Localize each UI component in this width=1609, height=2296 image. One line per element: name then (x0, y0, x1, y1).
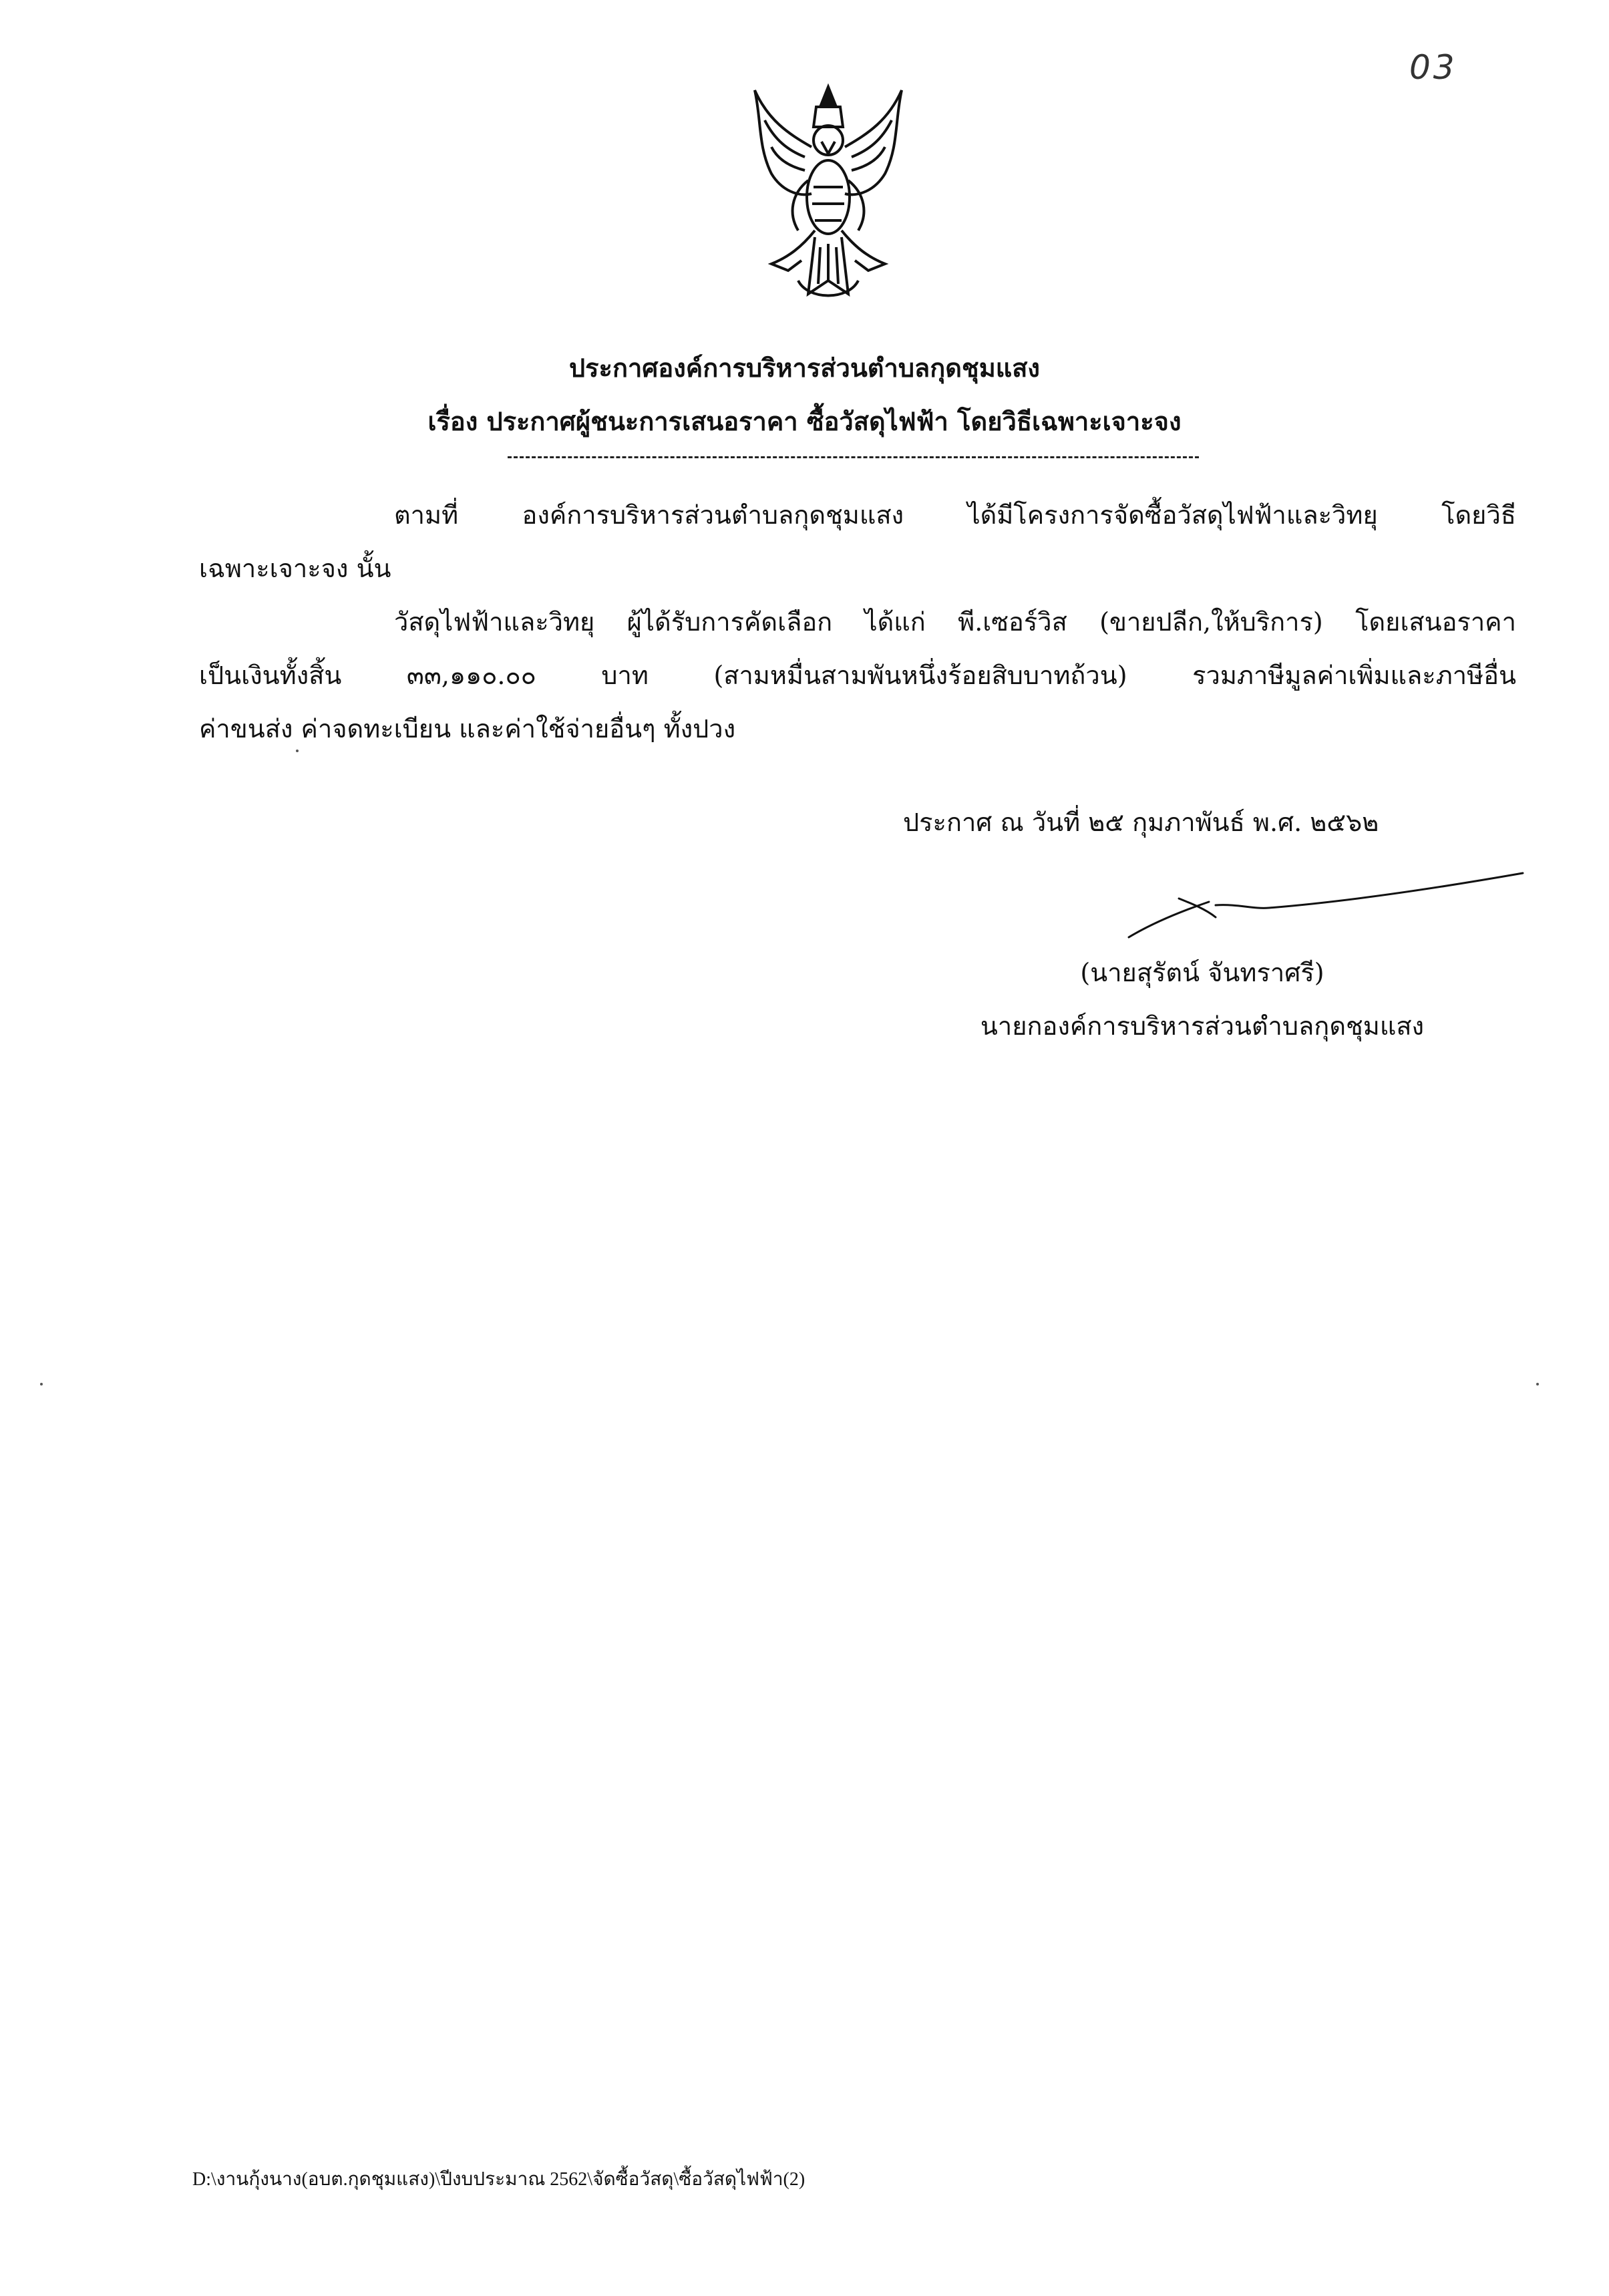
scan-speck (40, 1383, 43, 1385)
announcement-date: ประกาศ ณ วันที่ ๒๕ กุมภาพันธ์ พ.ศ. ๒๕๖๒ (903, 808, 1379, 837)
scan-speck (296, 750, 299, 752)
page-number: 03 (1409, 48, 1457, 87)
text-word: ตามที่ (394, 500, 459, 530)
text-word: ผู้ได้รับการคัดเลือก (627, 607, 833, 637)
text-word: พี.เซอร์วิส (958, 607, 1067, 637)
amount-in-words: (สามหมื่นสามพันหนึ่งร้อยสิบบาทถ้วน) (713, 661, 1127, 690)
paragraph-2-line-3: ค่าขนส่ง ค่าจดทะเบียน และค่าใช้จ่ายอื่นๆ ทั้งปวง (199, 714, 736, 744)
separator-line (508, 456, 1199, 458)
garuda-emblem (741, 80, 915, 321)
text-word: รวมภาษีมูลค่าเพิ่มและภาษีอื่น (1192, 661, 1516, 690)
paragraph-2-line-1 (394, 601, 1516, 642)
subject-line: เรื่อง ประกาศผู้ชนะการเสนอราคา ซื้อวัสดุไฟฟ้า โดยวิธีเฉพาะเจาะจง (427, 406, 1182, 436)
paragraph-1-line-1 (394, 494, 1516, 535)
handwritten-signature (1115, 865, 1530, 945)
amount-value: ๓๓,๑๑๐.๐๐ (406, 661, 536, 690)
signer-name: (นายสุรัตน์ จันทราศรี) (1080, 958, 1324, 987)
text-word: องค์การบริหารส่วนตำบลกุดชุมแสง (522, 500, 904, 530)
text-word: (ขายปลีก,ให้บริการ) (1099, 607, 1323, 637)
text-word: ได้แก่ (864, 607, 926, 637)
text-word: โดยเสนอราคา (1355, 607, 1516, 637)
org-title: ประกาศองค์การบริหารส่วนตำบลกุดชุมแสง (569, 353, 1040, 383)
signer-position: นายกองค์การบริหารส่วนตำบลกุดชุมแสง (980, 1011, 1425, 1041)
paragraph-2-line-2 (199, 655, 1516, 695)
text-word: วัสดุไฟฟ้าและวิทยุ (394, 607, 595, 637)
text-word: บาท (601, 661, 649, 690)
text-word: เป็นเงินทั้งสิ้น (199, 661, 342, 690)
file-path: D:\งานกุ้งนาง(อบต.กุดชุมแสง)\ปีงบประมาณ 2562\จัดซื้อวัสดุ\ซื้อวัสดุไฟฟ้า(2) (192, 2169, 806, 2190)
paragraph-1-line-2: เฉพาะเจาะจง นั้น (199, 554, 391, 583)
text-word: โดยวิธี (1441, 500, 1516, 530)
text-word: ได้มีโครงการจัดซื้อวัสดุไฟฟ้าและวิทยุ (967, 500, 1378, 530)
scan-speck (1536, 1383, 1539, 1385)
